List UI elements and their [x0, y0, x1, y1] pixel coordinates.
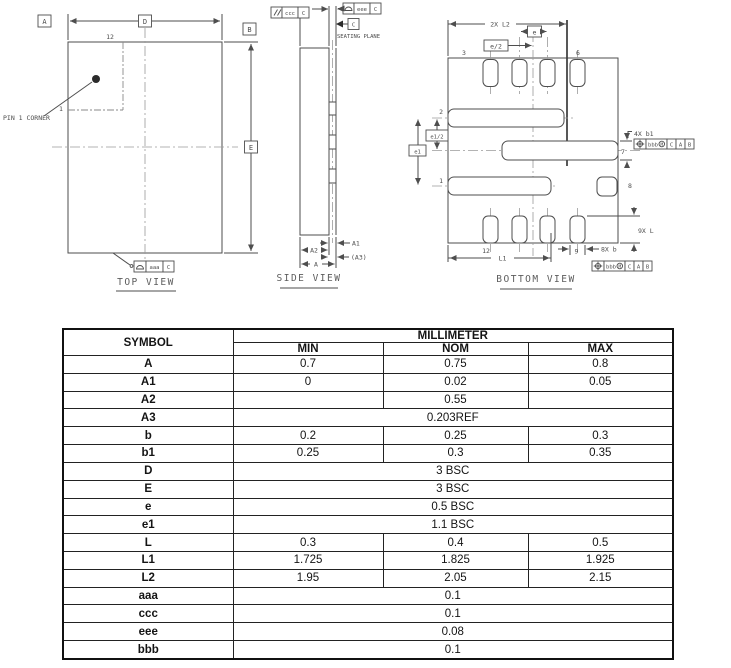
value-cell-span: 0.203REF	[233, 409, 673, 427]
symbol-cell: e	[63, 498, 233, 516]
side-terminal	[329, 135, 336, 149]
datum-b-label: B	[247, 26, 252, 34]
side-terminal	[329, 169, 336, 183]
symbol-cell: bbb	[63, 641, 233, 660]
dim-a1-label: A1	[352, 239, 360, 248]
value-cell-nom: 0.25	[383, 427, 528, 445]
fcf-eee-tol: eee	[357, 7, 367, 13]
table-row-L	[63, 534, 673, 552]
symbol-cell: L1	[63, 551, 233, 569]
pin1-label: 1	[439, 177, 443, 185]
fcf-ccc-tol: ccc	[285, 11, 295, 17]
table-row-A2	[63, 391, 673, 409]
fcf-pos-d1: C	[669, 142, 674, 149]
pad-pin11	[512, 216, 527, 243]
value-cell-min	[233, 391, 383, 409]
value-cell-span: 3 BSC	[233, 480, 673, 498]
value-cell-min: 0	[233, 373, 383, 391]
dim-9x-l-label: 9X L	[638, 227, 654, 235]
value-cell-span: 0.1	[233, 587, 673, 605]
table-row-L2	[63, 569, 673, 587]
value-cell-nom: 0.55	[383, 391, 528, 409]
fcf-pos-tol: bbb	[648, 142, 658, 149]
dim-2x-l2-label: 2X L2	[490, 20, 510, 29]
symbol-cell: A1	[63, 373, 233, 391]
pin1-corner-note: PIN 1 CORNER	[3, 114, 50, 122]
table-row-E	[63, 480, 673, 498]
value-cell-max: 1.925	[528, 551, 673, 569]
table-row-b1	[63, 445, 673, 463]
top-view	[3, 14, 258, 291]
pin2-label: 2	[439, 108, 443, 116]
dim-pitch-e-label: e	[532, 28, 537, 37]
value-cell-max: 0.5	[528, 534, 673, 552]
value-cell-max: 0.8	[528, 356, 673, 374]
value-cell-nom: 0.4	[383, 534, 528, 552]
dim-a3-label: (A3)	[351, 253, 367, 262]
fcf-profile-aaa	[134, 261, 174, 272]
symbol-cell: A	[63, 356, 233, 374]
pad-pin1	[448, 177, 551, 195]
fcf-pos-d3: B	[687, 142, 692, 149]
table-row-A3	[63, 409, 673, 427]
table-row-L1	[63, 551, 673, 569]
value-cell-nom: 1.825	[383, 551, 528, 569]
pin8-label: 8	[628, 182, 632, 190]
pad-pin12	[483, 216, 498, 243]
table-row-e	[63, 498, 673, 516]
dimension-table	[62, 328, 674, 660]
value-cell-min: 1.95	[233, 569, 383, 587]
fcf-pos2-tol: bbb	[606, 264, 616, 271]
bottom-view-title: BOTTOM VIEW	[496, 274, 576, 285]
value-cell-min: 0.3	[233, 534, 383, 552]
dim-e1-label: e1	[414, 149, 421, 156]
pad-pin7	[502, 141, 618, 160]
symbol-cell: A3	[63, 409, 233, 427]
table-row-bbb	[63, 641, 673, 660]
side-view-title: SIDE VIEW	[276, 273, 342, 284]
side-view	[271, 3, 381, 288]
value-cell-max: 2.15	[528, 569, 673, 587]
fcf-pos2-d3: B	[645, 264, 650, 271]
value-cell-min: 0.2	[233, 427, 383, 445]
side-terminal	[329, 102, 336, 115]
value-cell-min: 1.725	[233, 551, 383, 569]
datum-a-label: A	[42, 18, 47, 26]
value-cell-min: 0.7	[233, 356, 383, 374]
dim-4x-b1-label: 4X b1	[634, 130, 654, 138]
table-row-A1	[63, 373, 673, 391]
table-row-e1	[63, 516, 673, 534]
value-cell-max: 0.3	[528, 427, 673, 445]
pin7-label: 7	[621, 148, 625, 156]
header-min: MIN	[233, 343, 383, 356]
pin1-indicator-dot	[92, 75, 100, 83]
symbol-cell: b1	[63, 445, 233, 463]
symbol-cell: L	[63, 534, 233, 552]
symbol-cell: b	[63, 427, 233, 445]
header-millimeter: MILLIMETER	[233, 329, 673, 343]
pad-pin6	[570, 60, 585, 87]
value-cell-span: 0.1	[233, 641, 673, 660]
table-row-D	[63, 462, 673, 480]
top-view-pin12-label: 12	[106, 33, 114, 41]
value-cell-max: 0.35	[528, 445, 673, 463]
value-cell-nom: 2.05	[383, 569, 528, 587]
pad-pin9	[570, 216, 585, 243]
pad-pin10	[540, 216, 555, 243]
fcf-ccc-datum: C	[301, 11, 306, 17]
pin9-label: 9	[574, 247, 579, 256]
dim-e-half-label: e/2	[490, 42, 502, 51]
table-header-row-1	[63, 329, 673, 343]
table-body	[63, 356, 673, 660]
pad-pin5	[540, 60, 555, 87]
fcf-profile-eee	[343, 3, 381, 14]
symbol-cell: aaa	[63, 587, 233, 605]
symbol-cell: A2	[63, 391, 233, 409]
fcf-pos2-d2: A	[636, 264, 641, 271]
fcf-parallelism-ccc	[271, 7, 309, 18]
header-nom: NOM	[383, 343, 528, 356]
symbol-cell: eee	[63, 623, 233, 641]
header-symbol: SYMBOL	[63, 329, 233, 356]
fcf-eee-datum: C	[373, 7, 378, 13]
fcf-pos-d2: A	[678, 142, 683, 149]
fcf-pos2-mmc: M	[618, 265, 622, 270]
value-cell-max	[528, 391, 673, 409]
dim-a2-label: A2	[310, 246, 318, 255]
symbol-cell: D	[63, 462, 233, 480]
pin12-label: 12	[482, 247, 490, 255]
value-cell-nom: 0.3	[383, 445, 528, 463]
fcf-aaa-datum: C	[166, 265, 171, 271]
dim-e-label: E	[248, 144, 254, 152]
dim-d-label: D	[142, 18, 148, 26]
dim-a-label: A	[314, 260, 318, 269]
table-row-A	[63, 356, 673, 374]
value-cell-span: 1.1 BSC	[233, 516, 673, 534]
pad-pin4	[512, 60, 527, 87]
table-row-ccc	[63, 605, 673, 623]
value-cell-span: 0.5 BSC	[233, 498, 673, 516]
fcf-pos-mmc: M	[660, 143, 664, 148]
side-view-body-outline	[300, 48, 329, 235]
top-view-pin1-label: 1	[59, 105, 63, 113]
value-cell-span: 3 BSC	[233, 462, 673, 480]
value-cell-nom: 0.02	[383, 373, 528, 391]
symbol-cell: E	[63, 480, 233, 498]
top-view-title: TOP VIEW	[117, 277, 175, 288]
fcf-aaa-tol: aaa	[149, 265, 160, 271]
fcf-pos2-d1: C	[627, 264, 632, 271]
table-row-aaa	[63, 587, 673, 605]
symbol-cell: L2	[63, 569, 233, 587]
seating-plane-note: SEATING PLANE	[337, 34, 381, 40]
symbol-cell: e1	[63, 516, 233, 534]
dim-l1-label: L1	[498, 254, 507, 263]
datum-flag-icon	[336, 21, 343, 28]
pad-pin2	[448, 109, 564, 127]
pad-pin3	[483, 60, 498, 87]
bottom-view	[409, 19, 694, 289]
value-cell-span: 0.1	[233, 605, 673, 623]
dim-e1-half-label: e1/2	[430, 134, 444, 141]
drawing-svg	[0, 0, 731, 320]
symbol-cell: ccc	[63, 605, 233, 623]
value-cell-span: 0.08	[233, 623, 673, 641]
value-cell-nom: 0.75	[383, 356, 528, 374]
fcf-position-right	[634, 139, 694, 149]
header-max: MAX	[528, 343, 673, 356]
pad-pin8	[597, 177, 617, 196]
table-row-b	[63, 427, 673, 445]
pin6-label: 6	[576, 49, 580, 57]
fcf-position-bottom	[592, 261, 652, 271]
table-row-eee	[63, 623, 673, 641]
value-cell-max: 0.05	[528, 373, 673, 391]
datum-c-label: C	[351, 22, 356, 29]
value-cell-min: 0.25	[233, 445, 383, 463]
pin3-label: 3	[462, 49, 466, 57]
dim-8x-b-label: 8X b	[601, 245, 617, 254]
